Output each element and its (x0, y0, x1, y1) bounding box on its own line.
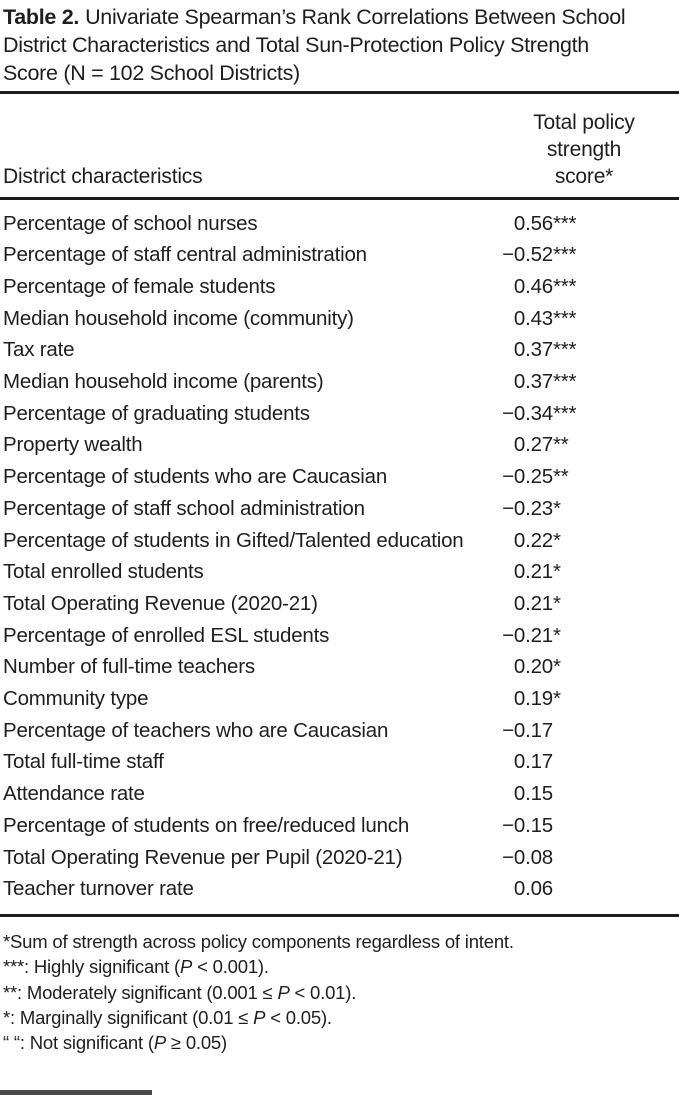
row-characteristic: Percentage of teachers who are Caucasian (3, 718, 389, 742)
row-significance-stars: *** (553, 338, 577, 362)
table-row (0, 651, 679, 683)
table-row (0, 429, 679, 461)
row-significance-stars: *** (553, 243, 577, 267)
table-row (0, 842, 679, 874)
table-row (0, 778, 679, 810)
row-correlation-value: 0.15 (513, 782, 553, 806)
row-correlation-value: −0.15 (502, 813, 553, 837)
footnote-text: ≥ 0.05) (165, 1032, 227, 1054)
table-row (0, 683, 679, 715)
table-row (0, 271, 679, 303)
row-characteristic: Percentage of students on free/reduced lunch (3, 813, 410, 837)
caption-line-3: Score (N = 102 School Districts) (3, 61, 300, 85)
table-row (0, 588, 679, 620)
row-characteristic: Percentage of staff school administration (3, 496, 365, 520)
table-row (0, 556, 679, 588)
row-correlation-value: 0.37 (513, 370, 553, 394)
row-correlation-value: 0.22 (513, 528, 553, 552)
row-characteristic: Attendance rate (3, 782, 145, 806)
row-correlation-value: −0.23 (502, 496, 553, 520)
footnote (3, 1005, 676, 1030)
table-row (0, 303, 679, 335)
row-correlation-value: 0.06 (513, 877, 553, 901)
table-row (0, 715, 679, 747)
table-row (0, 493, 679, 525)
row-significance-stars: *** (553, 306, 577, 330)
footnote-italic-p: P (277, 981, 290, 1003)
row-correlation-value: 0.17 (513, 750, 553, 774)
row-correlation-value: −0.25 (502, 465, 553, 489)
row-characteristic: Percentage of female students (3, 274, 276, 298)
table-caption (0, 0, 679, 87)
row-significance-stars: * (553, 591, 561, 615)
footnote (3, 980, 676, 1005)
row-significance-stars: *** (553, 211, 577, 235)
row-characteristic: Community type (3, 687, 149, 711)
footnote-text: *Sum of strength across policy components regardless of intent. (3, 930, 514, 952)
row-significance-stars: *** (553, 401, 577, 425)
row-correlation-value: 0.56 (513, 211, 553, 235)
row-correlation-value: −0.34 (502, 401, 553, 425)
table-row (0, 461, 679, 493)
footnote-text: < 0.01). (289, 981, 357, 1003)
row-significance-stars: *** (553, 370, 577, 394)
row-significance-stars: ** (553, 465, 569, 489)
table-row (0, 334, 679, 366)
table-body (0, 200, 679, 905)
footnote-text: **: Moderately significant (0.001 ≤ (3, 981, 278, 1003)
footnote-text: < 0.001). (192, 956, 269, 978)
row-significance-stars: * (553, 623, 561, 647)
row-correlation-value: 0.43 (513, 306, 553, 330)
table-row (0, 873, 679, 905)
caption-text: Univariate Spearman’s Rank Correlations Between School (85, 5, 626, 29)
table-row (0, 239, 679, 271)
table-row (0, 208, 679, 240)
row-correlation-value: −0.17 (502, 718, 553, 742)
row-characteristic: Total Operating Revenue (2020-21) (3, 591, 318, 615)
row-characteristic: Percentage of students in Gifted/Talented education (3, 528, 464, 552)
row-significance-stars: * (553, 528, 561, 552)
row-characteristic: Total enrolled students (3, 560, 204, 584)
row-correlation-value: 0.21 (513, 560, 553, 584)
table-row (0, 366, 679, 398)
row-correlation-value: 0.37 (513, 338, 553, 362)
row-characteristic: Median household income (community) (3, 306, 354, 330)
row-characteristic: Total full-time staff (3, 750, 164, 774)
row-significance-stars: * (553, 655, 561, 679)
row-correlation-value: 0.20 (513, 655, 553, 679)
row-significance-stars: ** (553, 433, 569, 457)
row-significance-stars: * (553, 496, 561, 520)
row-correlation-value: 0.19 (513, 687, 553, 711)
row-significance-stars: *** (553, 274, 577, 298)
column-header-score (499, 109, 669, 190)
footnote (3, 1030, 676, 1055)
row-characteristic: Percentage of graduating students (3, 401, 310, 425)
row-correlation-value: −0.08 (502, 845, 553, 869)
row-characteristic: Percentage of enrolled ESL students (3, 623, 330, 647)
column-header-score-line: strength (546, 138, 622, 161)
row-characteristic: Teacher turnover rate (3, 877, 194, 901)
column-header-score-line: Total policy (533, 111, 635, 134)
row-correlation-value: −0.21 (502, 623, 553, 647)
row-characteristic: Percentage of staff central administration (3, 243, 367, 267)
table-footnotes (0, 917, 679, 1055)
row-characteristic: Property wealth (3, 433, 143, 457)
footnote (3, 954, 676, 979)
row-characteristic: Number of full-time teachers (3, 655, 255, 679)
row-characteristic: Median household income (parents) (3, 370, 324, 394)
scan-artifact-bar (0, 1090, 152, 1095)
footnote-text: “ “: Not significant ( (3, 1032, 154, 1054)
row-characteristic: Tax rate (3, 338, 75, 362)
footnote-italic-p: P (153, 1032, 166, 1054)
row-characteristic: Percentage of school nurses (3, 211, 258, 235)
footnote (3, 929, 676, 954)
row-characteristic: Percentage of students who are Caucasian (3, 465, 388, 489)
table-row (0, 746, 679, 778)
footnote-text: *: Marginally significant (0.01 ≤ (3, 1006, 254, 1028)
column-header-score-line: score* (554, 165, 614, 188)
table-header-row (0, 94, 679, 197)
footnote-italic-p: P (253, 1006, 266, 1028)
caption-line-1 (3, 3, 675, 31)
table-row (0, 620, 679, 652)
table-row (0, 810, 679, 842)
row-significance-stars: * (553, 687, 561, 711)
footnote-text: < 0.05). (265, 1006, 332, 1028)
table-row (0, 398, 679, 430)
row-correlation-value: 0.27 (513, 433, 553, 457)
row-correlation-value: 0.46 (513, 274, 553, 298)
row-correlation-value: 0.21 (513, 591, 553, 615)
row-significance-stars: * (553, 560, 561, 584)
table-row (0, 525, 679, 557)
footnote-italic-p: P (180, 956, 193, 978)
row-characteristic: Total Operating Revenue per Pupil (2020-21) (3, 845, 403, 869)
column-header-characteristics: District characteristics (3, 165, 203, 188)
row-correlation-value: −0.52 (502, 243, 553, 267)
caption-line-2: District Characteristics and Total Sun-Protection Policy Strength (3, 33, 589, 57)
table-number-label: Table 2. (3, 5, 80, 29)
footnote-text: ***: Highly significant ( (3, 956, 180, 978)
